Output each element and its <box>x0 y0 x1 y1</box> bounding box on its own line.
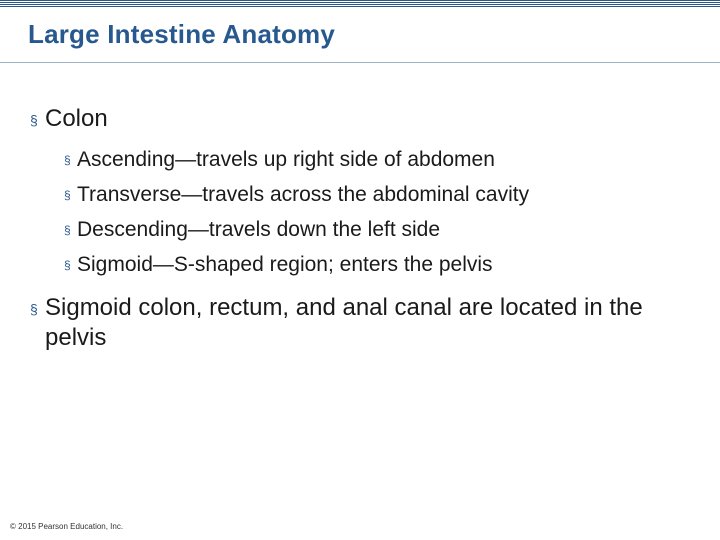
bullet-icon: § <box>64 258 71 272</box>
bullet-icon: § <box>30 112 38 128</box>
sub-bullet-item-transverse <box>64 183 702 207</box>
slide-title: Large Intestine Anatomy <box>28 19 336 49</box>
copyright-footer: © 2015 Pearson Education, Inc. <box>10 522 124 531</box>
sub-bullet-item-descending <box>64 218 702 242</box>
sub-bullet-text: Transverse—travels across the abdominal cavity <box>77 183 530 206</box>
header-stripe <box>0 0 720 8</box>
title-divider <box>0 62 720 63</box>
sub-bullet-item-ascending <box>64 148 702 172</box>
bullet-icon: § <box>64 223 71 237</box>
bullet-item-colon <box>30 104 702 134</box>
bullet-icon: § <box>64 153 71 167</box>
sub-bullet-text: Descending—travels down the left side <box>77 218 441 241</box>
bullet-text: Colon <box>45 105 108 132</box>
sub-bullet-item-sigmoid <box>64 253 702 277</box>
bullet-icon: § <box>64 188 71 202</box>
slide-content <box>30 104 702 353</box>
bullet-icon: § <box>30 301 38 317</box>
sub-bullet-text: Sigmoid—S-shaped region; enters the pelvis <box>77 253 493 276</box>
sub-bullet-text: Ascending—travels up right side of abdomen <box>77 148 495 171</box>
bullet-item-pelvis-location <box>30 293 702 353</box>
bullet-text: Sigmoid colon, rectum, and anal canal are located in the pelvis <box>45 294 643 351</box>
colon-sublist <box>64 148 702 277</box>
